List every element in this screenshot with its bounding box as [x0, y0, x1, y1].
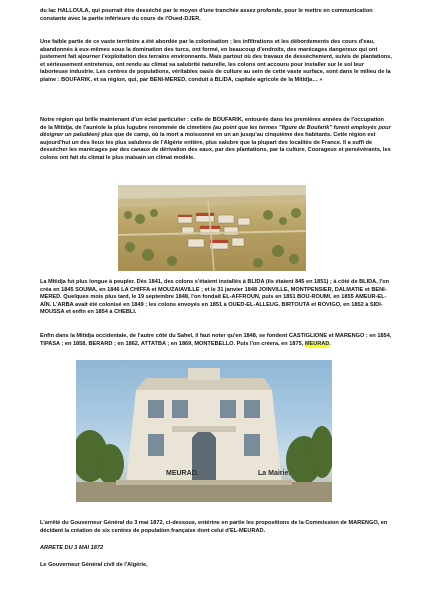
paragraph-lac-halloula: du lac HALLOULA, qui pourrait être desséché par le moyen d'une tranchée assez profonde, pour le mettre en communication constante avec la partie inférieure du cours de l'Oued-DJER. [40, 8, 373, 22]
mairie-photo-drawing [76, 360, 332, 502]
highlighted-meurad: MEURAD [304, 340, 330, 347]
paragraph-mitidja-peuplement: La Mitidja fut plus longue à peupler. Dès 1841, des colons s'étaient installés à BLIDA (ils étaient 845 en 1851) ; à côté de BLIDA, l'on créa en 1845 SOUMA, en 1846 LA CHIFFA et MOUZAIAVILLE ; et le 31 janvier 1848 JOINVILLE, MONTPENSIER, DALMATIE et BENI-MERED. Quelques mois plus tard, le 19 septembre 1848, l'on fondait EL-AFFROUN, puis en 1851 BOU-ROUMI, en 1855 AMEUR-EL-AÏN. L'ARBA avait été colonisé en 1849 ; les colons envoyés en 1851 à OUED-EL-ALLEUG, BIRTOUTA et ROVIGO, en 1852 à SIDI-MOUSSA et enfin en 1854 à CHEBLI. [40, 279, 390, 316]
mairie-caption-left: MEURAD. [166, 470, 199, 477]
paragraph-boufarik-start: Notre région qui brille maintenant d'un éclat particulier : celle de BOUFARIK, entourée dans les premières années de l'occupation de la Mitidja, de l'auréole la plus lugubre renommée de cimetière [40, 117, 384, 131]
arrete-title: ARRETE DU 3 MAI 1872 [40, 545, 104, 551]
paragraph-mitidja-end: . [329, 340, 331, 347]
paragraph-gouverneur-general: Le Gouverneur Général civil de l'Algérie, [40, 562, 148, 568]
paragraph-arrete-gouverneur: L'arrêté du Gouverneur Général du 3 mai 1872, ci-dessous, entérine en partie les propositions de la Commission de MARENGO, en décidant la création de six centres de population française dont celui d'EL-MEURAD. [40, 520, 388, 534]
paragraph-boufarik [40, 117, 392, 163]
paragraph-mitidja-start: Enfin dans la Mitidja occidentale, de l'autre côté du Sahel, il faut noter qu'en 1848, se fondent CASTIGLIONE et MARENGO ; en 1854, TIPASA ; en 1858, BERARD ; en 1862, ATTATBA ; en 1869, MONTEBELLO. Puis l'on créera, en 1875, [40, 333, 392, 347]
mairie-caption-right: La Mairie. [258, 470, 291, 477]
paragraph-colonisation-territoire: Une faible partie de ce vaste territoire a été abordée par la colonisation ; les infiltrations et les débordements des cours d'eau, abandonnés à eux-mêmes sous la domination des turcs, ont formé, en beaucoup d'endroits, des marécages dangereux qui ont justement fait ajourner l'exploitation des terrains environnants. Mais partout où des travaux de dessèchement, suivis de plantations, et sérieusement entretenus, ont rendu au climat sa salubrité naturelle, les colons ont accouru pour installer sur le sol leur laborieuse industrie. Les centres de populations, véritables oasis de culture au sein de cette vaste surface, sont dans le milieu de la plaine : BOUFARIK, et sa région, qui, par BENI-MERED, conduit à BLIDA, capitale agricole de la Mitidja… » [40, 39, 392, 83]
paragraph-boufarik-end: plus que de camp, où la mort a moissonné en un an jusqu'au cinquième des habitants. Cette région est aujourd'hui un des lieux les plus salubres de l'Algérie entière, plus salubre que la plupart des localités de France. Il a suffi de dessécher les marécages par des canaux de dérivation des eaux, par des plantations, par la culture. Courageux et persévérants, les colons ont fait du climat le plus malsain un climat modèle. [40, 132, 391, 161]
aerial-photo-drawing [118, 185, 306, 271]
paragraph-mitidja-occidentale [40, 333, 392, 348]
paragraph-boufarik-aside: (au point que les termes "figure de Boufarik" furent employés pour désigner un paludéen) [40, 124, 391, 139]
photo-mairie-meurad [76, 360, 332, 502]
aerial-photo-village [118, 185, 306, 271]
